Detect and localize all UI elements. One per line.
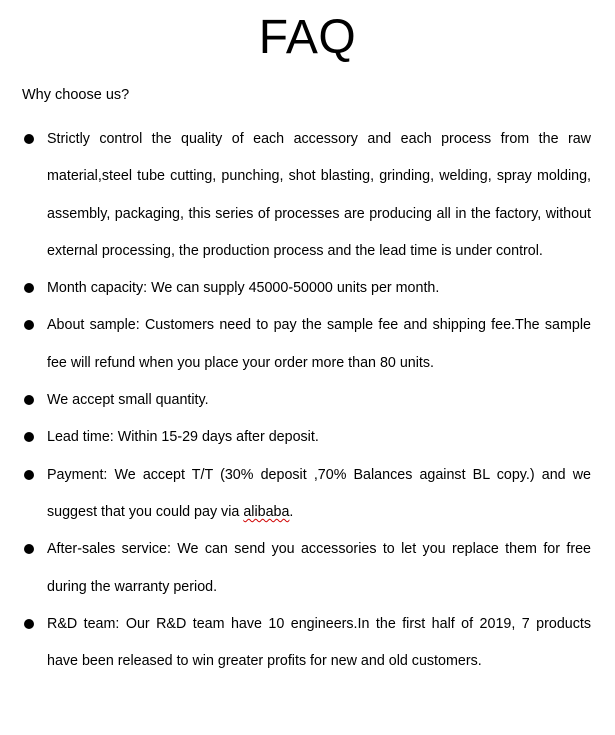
list-item-text: Payment: We accept T/T (30% deposit ,70% Balances against BL copy.) and we suggest that you could pay via [47,466,591,520]
bullet-icon [24,544,34,554]
faq-list [0,121,615,680]
list-item-text: After-sales service: We can send you accessories to let you replace them for free during the warranty period. [47,541,591,595]
page-title: FAQ [258,11,357,64]
list-item-text: About sample: Customers need to pay the sample fee and shipping fee.The sample fee will refund when you place your order more than 80 units. [47,317,591,371]
spellcheck-marked-word: alibaba [243,503,290,520]
list-item-rd-team [0,606,615,681]
list-item-text: Month capacity: We can supply 45000-50000 units per month. [47,280,440,297]
bullet-icon [24,283,34,293]
list-item-small-quantity [0,382,615,419]
intro-heading: Why choose us? [22,87,130,103]
list-item-text: We accept small quantity. [47,392,209,409]
bullet-icon [24,320,34,330]
list-item-month-capacity [0,270,615,307]
list-item-after-sales [0,531,615,606]
list-item-text-end: . [289,503,294,520]
bullet-icon [24,134,34,144]
list-item-quality-control [0,121,615,270]
bullet-icon [24,619,34,629]
list-item-text: Lead time: Within 15-29 days after deposit. [47,429,319,446]
list-item-text: Strictly control the quality of each accessory and each process from the raw material,steel tube cutting, punching, shot blasting, grinding, welding, spray molding, assembly, packaging, this series of processes are producing all in the factory, without external processing, the production process and the lead time is under control. [47,131,591,259]
list-item-text: R&D team: Our R&D team have 10 engineers.In the first half of 2019, 7 products have been released to win greater profits for new and old customers. [47,615,591,670]
list-item-about-sample [0,307,615,382]
list-item-payment [0,457,615,532]
bullet-icon [24,395,34,405]
list-item-lead-time [0,419,615,456]
bullet-icon [24,432,34,442]
bullet-icon [24,470,34,480]
